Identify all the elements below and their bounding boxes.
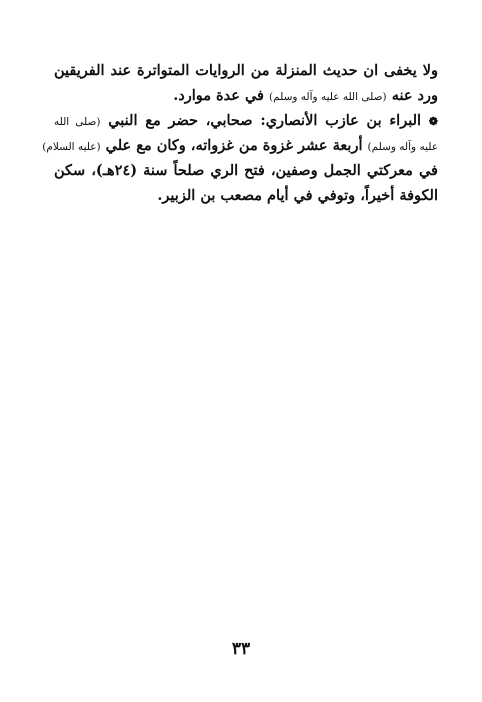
line-text: ورد عنه [386, 87, 438, 104]
honorific-text: (عليه السلام) [42, 141, 101, 153]
line-text: في عدة موارد. [173, 87, 270, 104]
page-number: ٣٣ [231, 639, 251, 659]
line-text: أربعة عشر غزوة من غزواته، وكان مع علي [100, 137, 368, 154]
paragraph-line [54, 83, 438, 108]
paragraph-line [42, 133, 438, 158]
honorific-text: (صلى الله عليه وآله وسلم) [269, 91, 387, 103]
honorific-text: عليه وآله وسلم) [367, 141, 438, 153]
line-text: البراء بن عازب الأنصاري: صحابي، حضر مع النبي [100, 112, 422, 129]
paragraph-hadith-manzila [54, 58, 438, 108]
paragraph-line: في معركتي الجمل وصفين، فتح الري صلحاً سنة (٢٤هـ)، سكن [54, 162, 438, 179]
paragraph-line [54, 108, 438, 133]
footnote-al-baraa [42, 108, 438, 208]
paragraph-line: الكوفة أخيراً، وتوفي في أيام مصعب بن الزبير. [157, 187, 438, 204]
honorific-text: (صلى الله [54, 116, 101, 128]
paragraph-line: ولا يخفى ان حديث المنزلة من الروايات المتواترة عند الفريقين [54, 62, 438, 79]
flower-bullet-icon: ❁ [428, 115, 438, 128]
